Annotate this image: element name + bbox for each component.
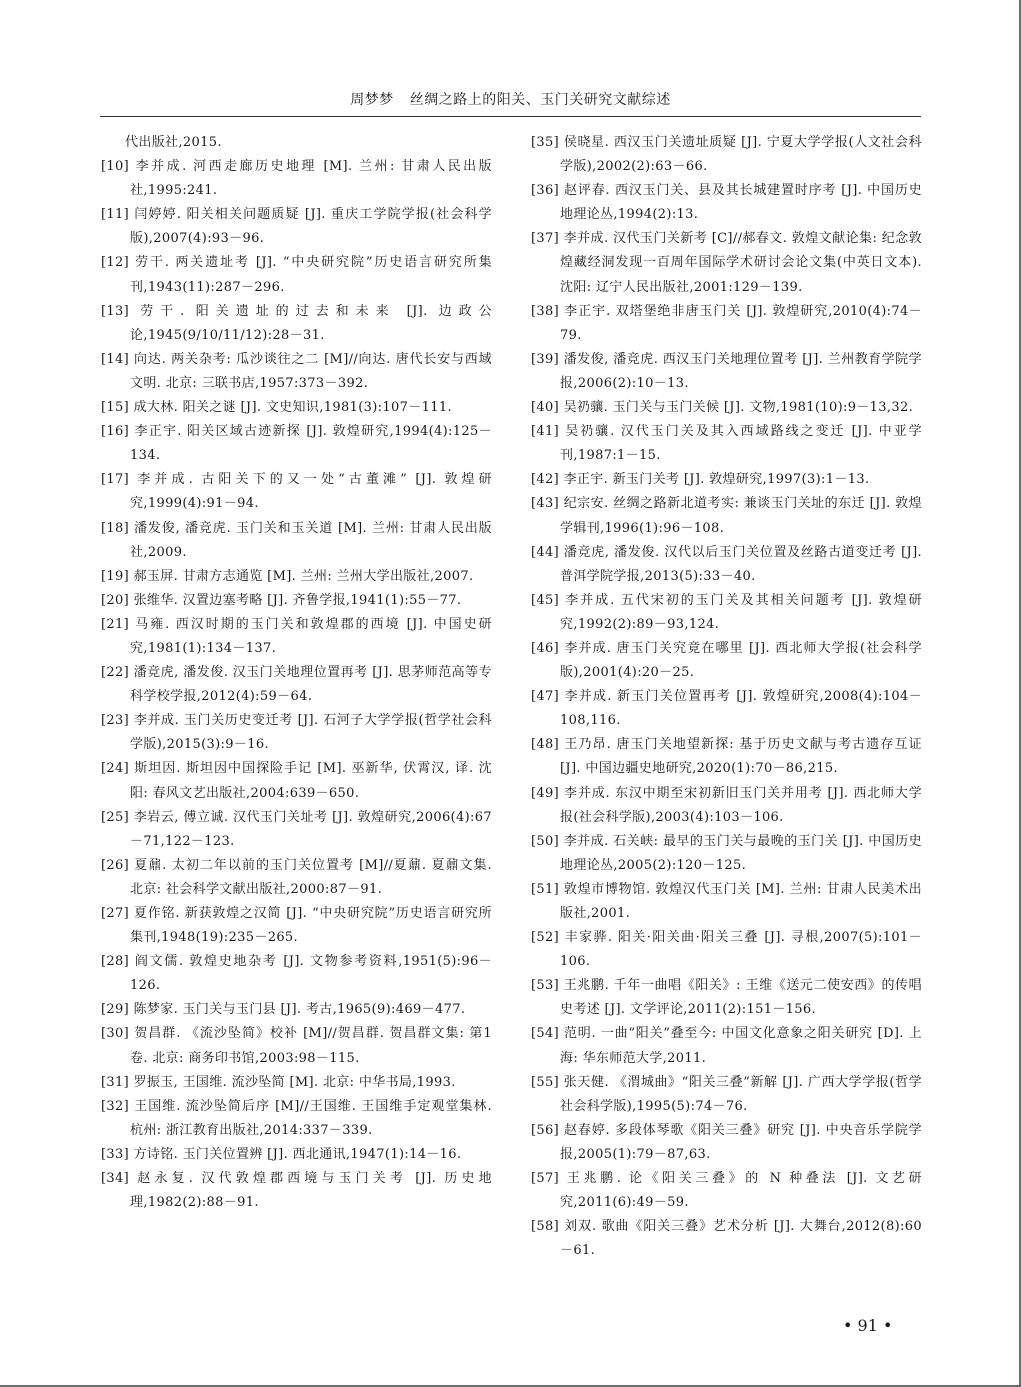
reference-item: [42] 李正宇. 新玉门关考 [J]. 敦煌研究,1997(3):1－13. [531, 472, 870, 488]
reference-item: [18] 潘发俊, 潘竞虎. 玉门关和玉关道 [M]. 兰州: 甘肃人民出版社,2009. [101, 520, 492, 560]
reference-item: [45] 李并成. 五代宋初的玉门关及其相关问题考 [J]. 敦煌研究,1992(2):89－93,124. [531, 592, 922, 632]
reference-item: [43] 纪宗安. 丝绸之路新北道考实: 兼谈玉门关址的东迁 [J]. 敦煌学辑刊,1996(1):96－108. [531, 496, 922, 536]
reference-item: [52] 丰家骅. 阳关·阳关曲·阳关三叠 [J]. 寻根,2007(5):101－106. [531, 930, 922, 970]
reference-item: [14] 向达. 两关杂考: 瓜沙谈往之二 [M]//向达. 唐代长安与西域文明. 北京: 三联书店,1957:373－392. [101, 351, 492, 391]
reference-item: [30] 贺昌群. 《流沙坠简》校补 [M]//贺昌群. 贺昌群文集: 第1卷. 北京: 商务印书馆,2003:98－115. [101, 1026, 492, 1066]
reference-item: 代出版社,2015. [125, 135, 222, 150]
reference-item: [27] 夏作铭. 新获敦煌之汉简 [J]. “中央研究院”历史语言研究所集刊,1948(19):235－265. [101, 906, 492, 946]
reference-item: [47] 李并成. 新玉门关位置再考 [J]. 敦煌研究,2008(4):104－108,116. [531, 689, 922, 729]
reference-item: [31] 罗振玉, 王国维. 流沙坠简 [M]. 北京: 中华书局,1993. [101, 1074, 456, 1090]
reference-item: [28] 阎文儒. 敦煌史地杂考 [J]. 文物参考资料,1951(5):96－126. [101, 954, 492, 994]
reference-item: [15] 成大林. 阳关之谜 [J]. 文史知识,1981(3):107－111. [101, 400, 452, 416]
reference-item: [22] 潘竞虎, 潘发俊. 汉玉门关地理位置再考 [J]. 思茅师范高等专科学校学报,2012(4):59－64. [101, 665, 492, 705]
reference-item: [36] 赵评春. 西汉玉门关、县及其长城建置时序考 [J]. 中国历史地理论丛,1994(2):13. [531, 183, 922, 223]
reference-item: [13] 劳干. 阳关遗址的过去和未来 [J]. 边政公论,1945(9/10/11/12):28－31. [101, 303, 492, 343]
reference-item: [50] 李并成. 石关峡: 最早的玉门关与最晚的玉门关 [J]. 中国历史地理论丛,2005(2):120－125. [531, 833, 922, 873]
reference-item: [41] 吴礽骧. 汉代玉门关及其入西域路线之变迁 [J]. 中亚学刊,1987:1－15. [531, 424, 922, 464]
reference-item: [49] 李并成. 东汉中期至宋初新旧玉门关并用考 [J]. 西北师大学报(社会科学版),2003(4):103－106. [531, 785, 922, 825]
reference-item: [12] 劳干. 两关遗址考 [J]. “中央研究院”历史语言研究所集刊,1943(11):287－296. [101, 255, 492, 295]
reference-item: [23] 李并成. 玉门关历史变迁考 [J]. 石河子大学学报(哲学社会科学版),2015(3):9－16. [101, 713, 492, 753]
reference-item: [54] 范明. 一曲“阳关”叠至今: 中国文化意象之阳关研究 [D]. 上海: 华东师范大学,2011. [531, 1026, 922, 1066]
reference-item: [11] 闫婷婷. 阳关相关问题质疑 [J]. 重庆工学院学报(社会科学版),2007(4):93－96. [101, 207, 492, 247]
reference-item: [32] 王国维. 流沙坠简后序 [M]//王国维. 王国维手定观堂集林. 杭州: 浙江教育出版社,2014:337－339. [101, 1098, 492, 1138]
reference-item: [20] 张维华. 汉置边塞考略 [J]. 齐鲁学报,1941(1):55－77. [101, 592, 462, 608]
header-rule [100, 116, 921, 117]
reference-item: [53] 王兆鹏. 千年一曲唱《阳关》: 王维《送元二使安西》的传唱史考述 [J]. 文学评论,2011(2):151－156. [531, 978, 922, 1018]
page-number: • 91 • [843, 1316, 893, 1335]
reference-item: [16] 李正宇. 阳关区域古迹新探 [J]. 敦煌研究,1994(4):125－134. [101, 424, 492, 464]
reference-item: [40] 吴礽骧. 玉门关与玉门关候 [J]. 文物,1981(10):9－13,32. [531, 400, 914, 416]
references-left-column [101, 131, 492, 1215]
reference-item: [51] 敦煌市博物馆. 敦煌汉代玉门关 [M]. 兰州: 甘肃人民美术出版社,2001. [531, 881, 922, 921]
running-header [100, 88, 921, 116]
reference-item: [48] 王乃昂. 唐玉门关地望新探: 基于历史文献与考古遗存互证 [J]. 中国边疆史地研究,2020(1):70－86,215. [531, 737, 922, 777]
reference-item: [17] 李并成. 古阳关下的又一处“古董滩” [J]. 敦煌研究,1999(4):91－94. [101, 472, 492, 512]
reference-item: [19] 郝玉屏. 甘肃方志通览 [M]. 兰州: 兰州大学出版社,2007. [101, 568, 474, 584]
reference-item: [56] 赵春婷. 多段体琴歌《阳关三叠》研究 [J]. 中央音乐学院学报,2005(1):79－87,63. [531, 1122, 922, 1162]
references-right-column [531, 131, 922, 1263]
reference-item: [58] 刘双. 歌曲《阳关三叠》艺术分析 [J]. 大舞台,2012(8):60－61. [531, 1219, 922, 1259]
header-title: 丝绸之路上的阳关、玉门关研究文献综述 [409, 92, 671, 108]
reference-item: [26] 夏鼐. 太初二年以前的玉门关位置考 [M]//夏鼐. 夏鼐文集. 北京: 社会科学文献出版社,2000:87－91. [101, 857, 492, 897]
reference-item: [37] 李并成. 汉代玉门关新考 [C]//郝春文. 敦煌文献论集: 纪念敦煌藏经洞发现一百周年国际学术研讨会论文集(中英日文本). 沈阳: 辽宁人民出版社,2001:129－139. [531, 231, 922, 295]
reference-item: [38] 李正宇. 双塔堡绝非唐玉门关 [J]. 敦煌研究,2010(4):74－79. [531, 303, 922, 343]
reference-item: [35] 侯晓星. 西汉玉门关遗址质疑 [J]. 宁夏大学学报(人文社会科学版),2002(2):63－66. [531, 135, 922, 175]
reference-item: [21] 马雍. 西汉时期的玉门关和敦煌郡的西境 [J]. 中国史研究,1981(1):134－137. [101, 616, 492, 656]
reference-item: [39] 潘发俊, 潘竞虎. 西汉玉门关地理位置考 [J]. 兰州教育学院学报,2006(2):10－13. [531, 351, 922, 391]
reference-item: [25] 李岩云, 傅立诚. 汉代玉门关址考 [J]. 敦煌研究,2006(4):67－71,122－123. [101, 809, 492, 849]
reference-item: [29] 陈梦家. 玉门关与玉门县 [J]. 考古,1965(9):469－477. [101, 1002, 466, 1018]
reference-item: [46] 李并成. 唐玉门关究竟在哪里 [J]. 西北师大学报(社会科学版),2001(4):20－25. [531, 640, 922, 681]
reference-item: [57] 王兆鹏. 论《阳关三叠》的 N 种叠法 [J]. 文艺研究,2011(6):49－59. [531, 1171, 922, 1211]
header-author: 周梦梦 [350, 92, 394, 108]
reference-item: [55] 张天健. 《渭城曲》“阳关三叠”新解 [J]. 广西大学学报(哲学社会科学版),1995(5):74－76. [531, 1074, 922, 1114]
reference-item: [33] 方诗铭. 玉门关位置辨 [J]. 西北通讯,1947(1):14－16. [101, 1146, 462, 1162]
reference-item: [10] 李并成. 河西走廊历史地理 [M]. 兰州: 甘肃人民出版社,1995:241. [101, 159, 492, 199]
reference-item: [44] 潘竞虎, 潘发俊. 汉代以后玉门关位置及丝路古道变迁考 [J]. 普洱学院学报,2013(5):33－40. [531, 544, 922, 584]
reference-item: [24] 斯坦因. 斯坦因中国探险手记 [M]. 巫新华, 伏霄汉, 译. 沈阳: 春风文艺出版社,2004:639－650. [101, 761, 492, 801]
reference-item: [34] 赵永复. 汉代敦煌郡西境与玉门关考 [J]. 历史地理,1982(2):88－91. [101, 1171, 492, 1211]
